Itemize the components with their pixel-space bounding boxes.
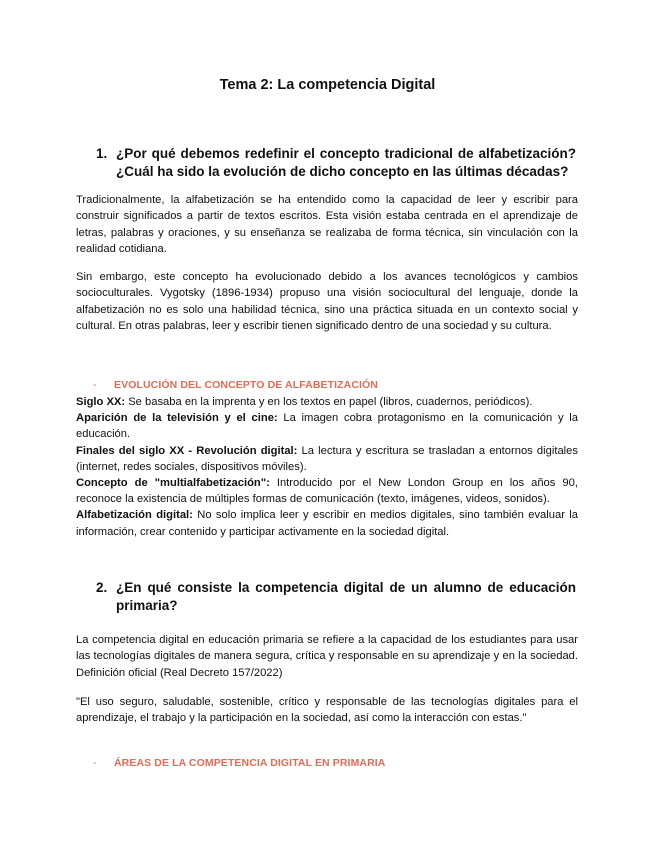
- paragraph-3: La competencia digital en educación primaria se refiere a la capacidad de los estudiantes para usar las tecnologías digitales de manera segura, crítica y responsable en su aprendizaje y en la sociedad. Definición oficial (Real Decreto 157/2022): [76, 634, 578, 679]
- evolution-item: [76, 394, 578, 410]
- evolution-item-label: Aparición de la televisión y el cine:: [76, 412, 278, 425]
- bullet-marker: -: [93, 379, 97, 391]
- evolution-item-text: Introducido por el New London Group en los años 90, reconoce la existencia de múltiples formas de comunicación (texto, imágenes, videos, sonidos).: [76, 477, 578, 506]
- question-1: [76, 145, 576, 181]
- evolution-item: [76, 443, 578, 475]
- section-heading-areas: [93, 756, 576, 771]
- question-2: [76, 579, 576, 615]
- evolution-item: [76, 475, 578, 507]
- evolution-item-text: La imagen cobra protagonismo en la comunicación y la educación.: [76, 412, 578, 441]
- section-heading-text: ÁREAS DE LA COMPETENCIA DIGITAL EN PRIMARIA: [114, 757, 386, 769]
- question-1-text: ¿Por qué debemos redefinir el concepto tradicional de alfabetización? ¿Cuál ha sido la evolución de dicho concepto en las últimas décadas?: [116, 146, 576, 179]
- section-heading-text: EVOLUCIÓN DEL CONCEPTO DE ALFABETIZACIÓN: [114, 379, 378, 391]
- question-2-number: 2.: [96, 580, 108, 595]
- page-title: Tema 2: La competencia Digital: [219, 77, 436, 93]
- bullet-marker: -: [93, 757, 97, 769]
- evolution-item: [76, 507, 578, 539]
- evolution-item-label: Alfabetización digital:: [76, 509, 193, 522]
- paragraph-1: Tradicionalmente, la alfabetización se ha entendido como la capacidad de leer y escribir para construir significados a partir de textos escritos. Esta visión estaba centrada en el aprendizaje de letras, palabras y oraciones, y su enseñanza se realizaba de forma técnica, sin vinculación con la realidad cotidiana.: [76, 194, 578, 256]
- evolution-item-label: Concepto de "multialfabetización":: [76, 477, 270, 490]
- section-heading-evolution: [93, 378, 576, 393]
- evolution-item-text: La lectura y escritura se trasladan a entornos digitales (internet, redes sociales, dispositivos móviles).: [76, 444, 578, 473]
- evolution-item-label: Siglo XX:: [76, 396, 126, 408]
- paragraph-2: Sin embargo, este concepto ha evolucionado debido a los avances tecnológicos y cambios socioculturales. Vygotsky (1896-1934) propuso una visión sociocultural del lenguaje, donde la alfabetización no es solo una habilidad técnica, sino una práctica situada en un contexto social y cultural. En otras palabras, leer y escribir tienen significado dentro de una sociedad y su cultura.: [76, 271, 578, 333]
- question-2-text: ¿En qué consiste la competencia digital de un alumno de educación primaria?: [116, 580, 576, 613]
- evolution-list: [76, 394, 578, 540]
- evolution-item-label: Finales del siglo XX - Revolución digital:: [76, 444, 298, 457]
- question-1-number: 1.: [96, 146, 108, 161]
- evolution-item-text: No solo implica leer y escribir en medios digitales, sino también evaluar la información, crear contenido y participar activamente en la sociedad digital.: [76, 509, 578, 538]
- evolution-item-text: Se basaba en la imprenta y en los textos en papel (libros, cuadernos, periódicos).: [125, 396, 533, 408]
- official-quote: "El uso seguro, saludable, sostenible, crítico y responsable de las tecnologías digitales para el aprendizaje, el trabajo y la participación en la sociedad, así como la interacción con estas.": [76, 696, 578, 725]
- evolution-item: [76, 410, 578, 442]
